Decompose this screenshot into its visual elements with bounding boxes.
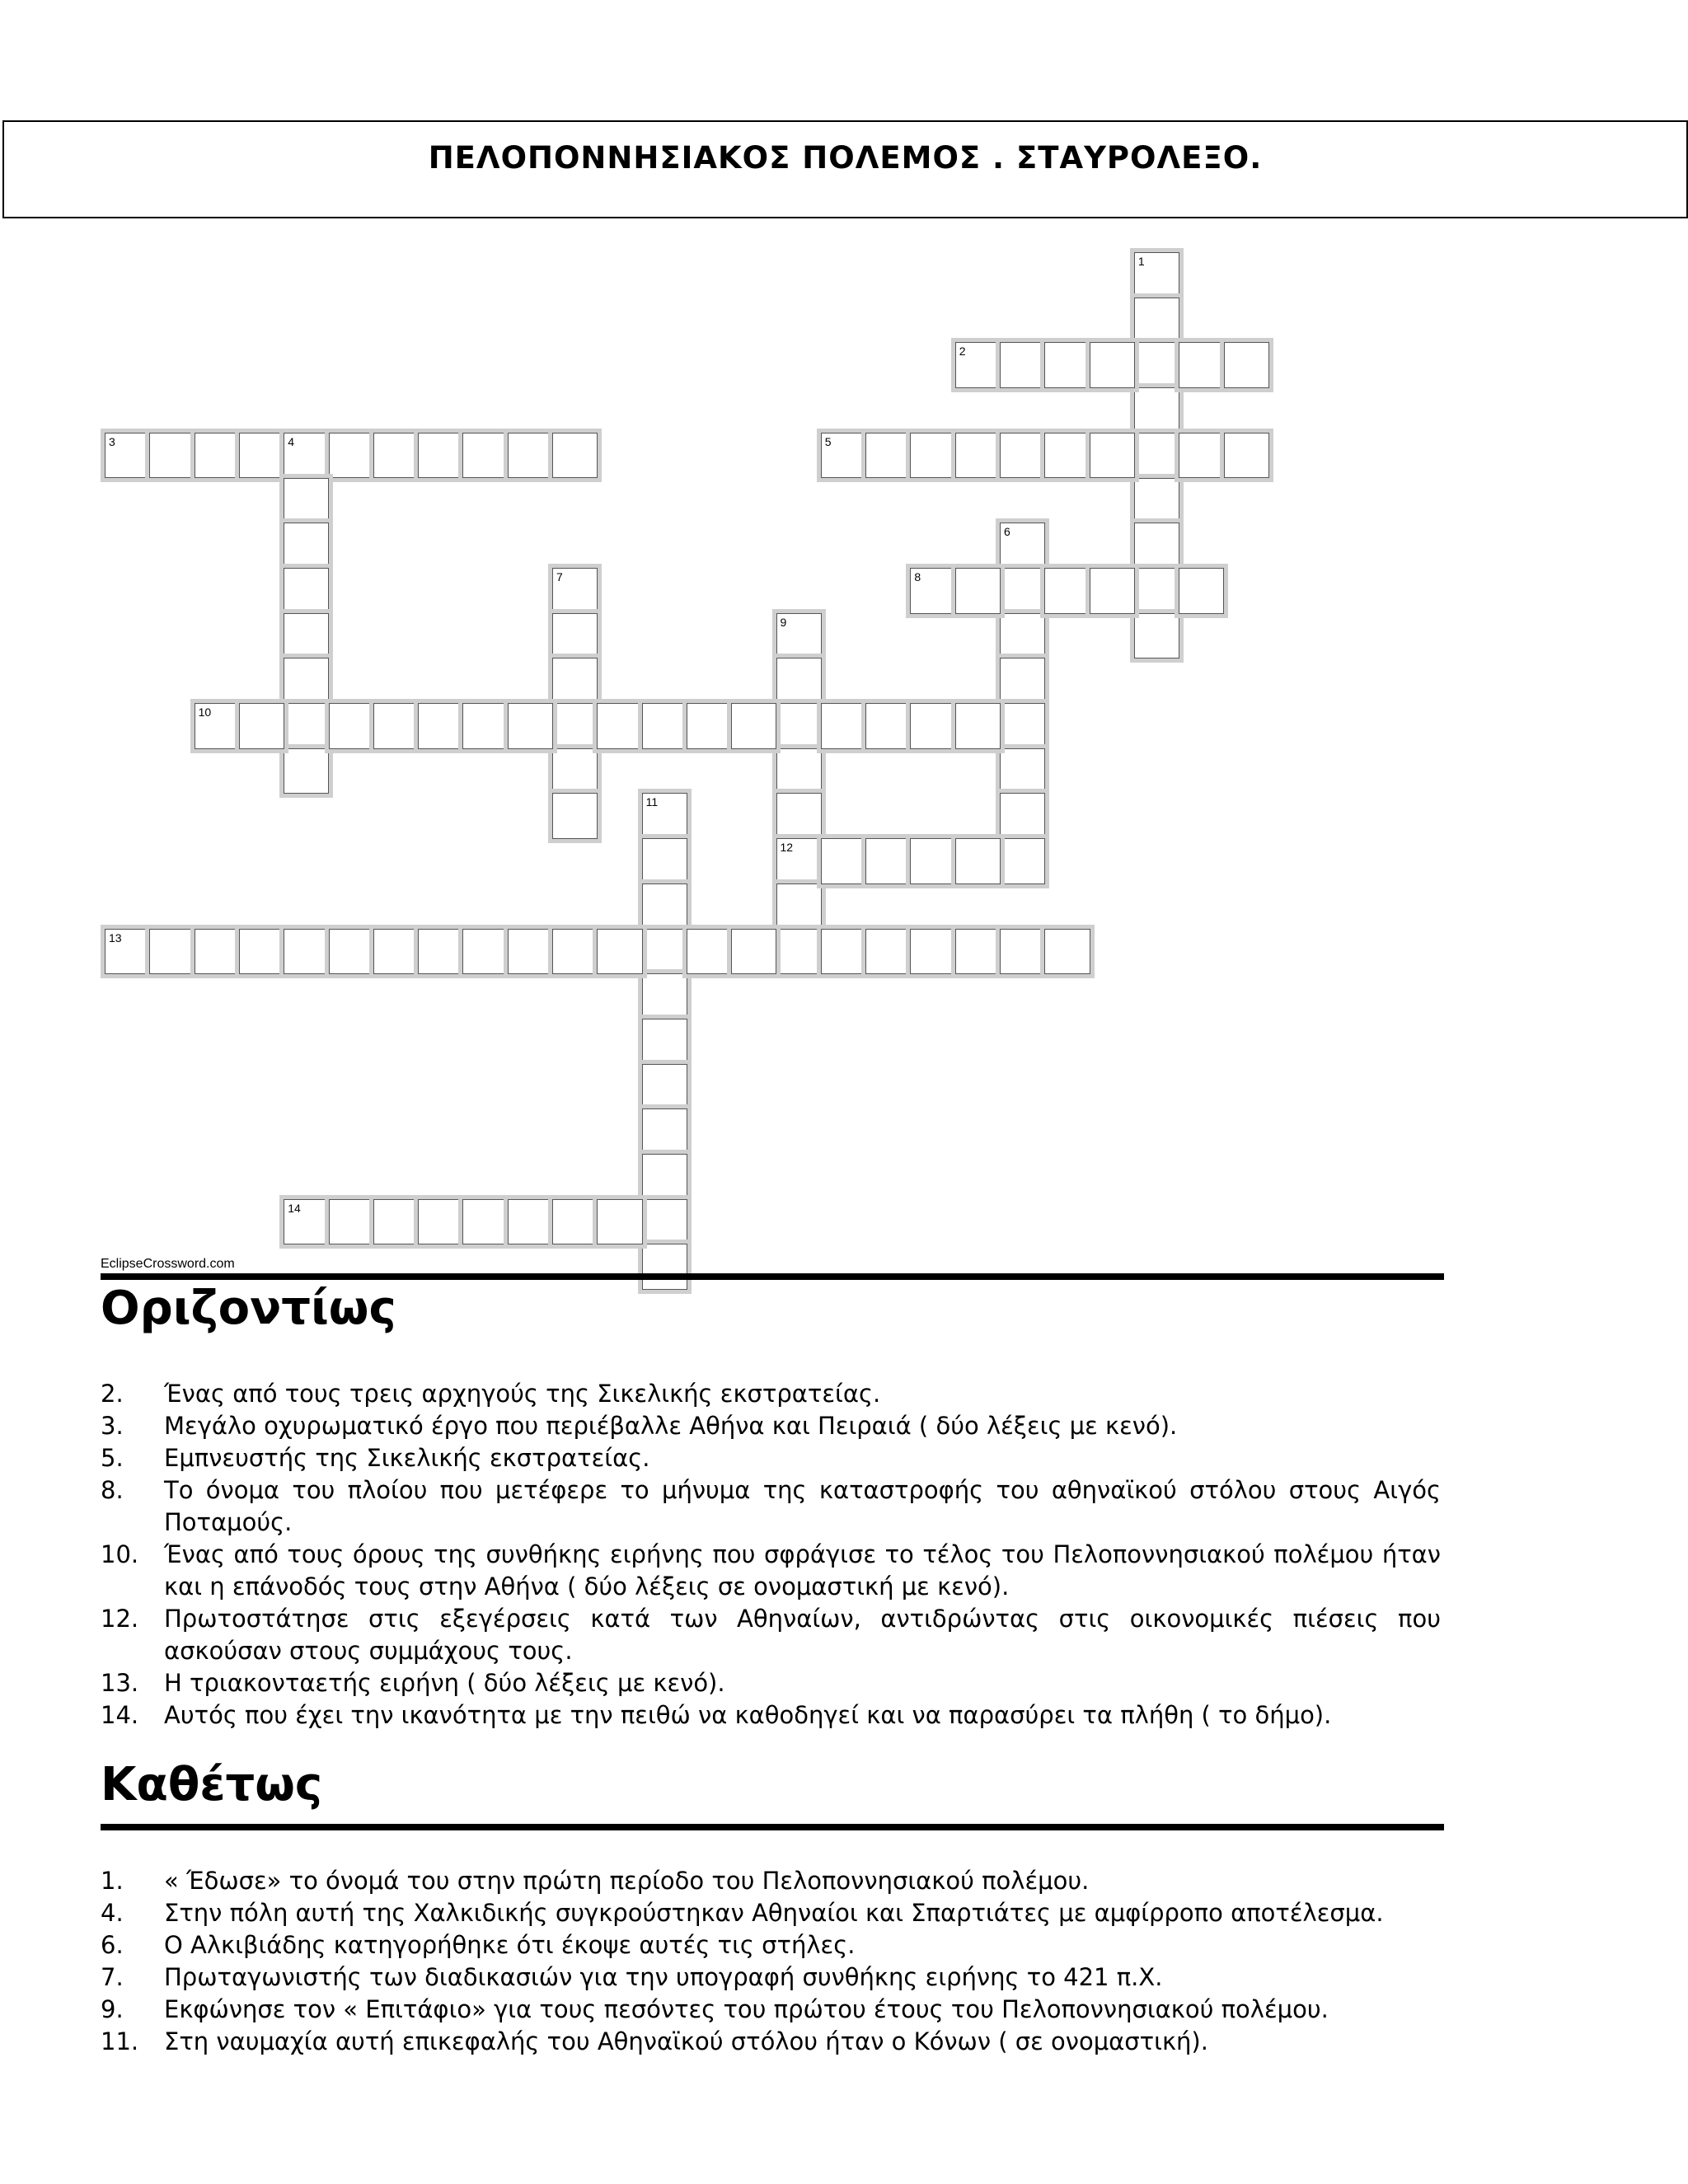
crossword-cell[interactable]: [1000, 342, 1045, 388]
crossword-cell[interactable]: [1000, 658, 1045, 704]
crossword-cell[interactable]: [329, 1199, 374, 1245]
crossword-cell[interactable]: [284, 658, 329, 704]
crossword-cell[interactable]: [642, 793, 687, 839]
crossword-cell[interactable]: [552, 568, 598, 614]
crossword-cell[interactable]: [1044, 433, 1090, 479]
crossword-cell[interactable]: [552, 748, 598, 794]
clue-number-label: 3: [109, 434, 115, 448]
clue-text: Η τριακονταετής ειρήνη ( δύο λέξεις με κενό).: [164, 1669, 725, 1697]
crossword-cell[interactable]: [329, 929, 374, 975]
clue-text: Ένας από τους όρους της συνθήκης ειρήνης που σφράγισε το τέλος του Πελοποννησιακού πολέμου ήταν και η επάνοδός τους στην Αθήνα ( δύο λέξεις σε ονομαστική με κενό).: [164, 1540, 1441, 1601]
crossword-cell[interactable]: [687, 703, 732, 749]
crossword-cell[interactable]: [865, 929, 911, 975]
clue-number-label: 12: [780, 841, 794, 855]
crossword-cell[interactable]: [1134, 252, 1179, 298]
clue-number-label: 2: [959, 344, 966, 359]
crossword-cell[interactable]: [1000, 613, 1045, 659]
crossword-cell[interactable]: [239, 433, 284, 479]
crossword-cell[interactable]: [552, 658, 598, 704]
crossword-cell[interactable]: [642, 929, 687, 975]
crossword-cell[interactable]: [821, 703, 866, 749]
clue-number: 13.: [101, 1669, 139, 1697]
crossword-cell[interactable]: [642, 703, 687, 749]
crossword-cell[interactable]: [687, 929, 732, 975]
crossword-cell[interactable]: [284, 478, 329, 524]
across-heading: Οριζοντίως: [101, 1282, 396, 1335]
clue-number: 3.: [101, 1412, 124, 1440]
crossword-cell[interactable]: [373, 703, 419, 749]
crossword-cell[interactable]: [776, 793, 822, 839]
crossword-cell[interactable]: [462, 703, 508, 749]
crossword-cell[interactable]: [373, 1199, 419, 1245]
crossword-cell[interactable]: [955, 433, 1001, 479]
crossword-cell[interactable]: [105, 929, 150, 975]
clue-number-label: 1: [1137, 255, 1145, 268]
clue-text: Το όνομα του πλοίου που μετέφερε το μήνυμα της καταστροφής του αθηναϊκού στόλου στους Αιγός Ποταμούς.: [164, 1476, 1441, 1536]
clue-number: 7.: [101, 1963, 124, 1991]
crossword-cell[interactable]: [418, 929, 463, 975]
crossword-cell[interactable]: [821, 433, 866, 479]
crossword-cell[interactable]: [910, 929, 955, 975]
crossword-cell[interactable]: [1000, 433, 1045, 479]
clue-number: 14.: [101, 1701, 139, 1729]
clue-text: Εμπνευστής της Σικελικής εκστρατείας.: [164, 1444, 650, 1472]
clue-number-label: 6: [1004, 525, 1010, 539]
crossword-cell[interactable]: [1224, 433, 1269, 479]
crossword-cell[interactable]: [1000, 838, 1045, 884]
clue-text: Εκφώνησε τον « Επιτάφιο» για τους πεσόντες του πρώτου έτους του Πελοποννησιακού πολέμου.: [164, 1995, 1329, 2023]
crossword-cell[interactable]: [284, 523, 329, 569]
crossword-cell[interactable]: [955, 703, 1001, 749]
clue-number-label: 14: [288, 1201, 301, 1215]
clue-number: 4.: [101, 1899, 124, 1927]
crossword-cell[interactable]: [508, 703, 553, 749]
crossword-cell[interactable]: [373, 433, 419, 479]
clue-text: Μεγάλο οχυρωματικό έργο που περιέβαλλε Αθήνα και Πειραιά ( δύο λέξεις με κενό).: [164, 1412, 1178, 1440]
crossword-cell[interactable]: [195, 929, 240, 975]
crossword-cell[interactable]: [776, 883, 822, 930]
clue-number: 12.: [101, 1605, 139, 1633]
crossword-cell[interactable]: [239, 703, 284, 749]
across-clue: [101, 1603, 1441, 1667]
crossword-cell[interactable]: [1044, 342, 1090, 388]
crossword-cell[interactable]: [149, 929, 195, 975]
across-clue: [101, 1378, 1441, 1410]
crossword-cell[interactable]: [910, 568, 955, 614]
crossword-cell[interactable]: [955, 929, 1001, 975]
crossword-cell[interactable]: [552, 703, 598, 749]
crossword-cell[interactable]: [1134, 478, 1179, 524]
crossword-cell[interactable]: [865, 433, 911, 479]
crossword-cell[interactable]: [865, 838, 911, 884]
clue-text: Στη ναυμαχία αυτή επικεφαλής του Αθηναϊκού στόλου ήταν ο Κόνων ( σε ονομαστική).: [164, 2027, 1208, 2055]
crossword-cell[interactable]: [776, 929, 822, 975]
crossword-cell[interactable]: [1179, 433, 1224, 479]
across-clue: [101, 1667, 1441, 1699]
crossword-cell[interactable]: [776, 748, 822, 794]
crossword-cell[interactable]: [418, 1199, 463, 1245]
clue-number: 5.: [101, 1444, 124, 1472]
clue-text: Πρωταγωνιστής των διαδικασιών για την υπογραφή συνθήκης ειρήνης το 421 π.Χ.: [164, 1963, 1163, 1991]
crossword-cell[interactable]: [284, 748, 329, 794]
clue-number-label: 5: [824, 434, 832, 448]
crossword-cell[interactable]: [1090, 342, 1135, 388]
crossword-cell[interactable]: [284, 613, 329, 659]
crossword-cell[interactable]: [1134, 613, 1179, 659]
clue-number: 10.: [101, 1540, 139, 1568]
crossword-cell[interactable]: [462, 929, 508, 975]
clue-number-label: 13: [109, 930, 122, 944]
crossword-cell[interactable]: [284, 1199, 329, 1245]
crossword-cell[interactable]: [1134, 568, 1179, 614]
crossword-cell[interactable]: [508, 1199, 553, 1245]
crossword-cell[interactable]: [239, 929, 284, 975]
crossword-cell[interactable]: [284, 568, 329, 614]
down-clue: [101, 2026, 1441, 2058]
crossword-cell[interactable]: [1000, 793, 1045, 839]
clue-number: 11.: [101, 2027, 139, 2055]
clue-number: 2.: [101, 1380, 124, 1408]
clue-text: Αυτός που έχει την ικανότητα με την πειθώ να καθοδηγεί και να παρασύρει τα πλήθη ( το δήμο).: [164, 1701, 1332, 1729]
clue-number-label: 11: [645, 795, 659, 809]
clue-number: 8.: [101, 1476, 124, 1504]
clue-number-label: 9: [780, 615, 787, 629]
crossword-cell[interactable]: [642, 973, 687, 1019]
crossword-cell[interactable]: [1090, 433, 1135, 479]
crossword-cell[interactable]: [149, 433, 195, 479]
clue-number: 6.: [101, 1931, 124, 1959]
clue-number: 9.: [101, 1995, 124, 2023]
across-clue: [101, 1410, 1441, 1442]
down-clue: [101, 1897, 1441, 1929]
clue-number-label: 7: [556, 569, 563, 583]
crossword-cell[interactable]: [776, 658, 822, 704]
down-clue-list: [101, 1865, 1441, 2058]
clue-text: Πρωτοστάτησε στις εξεγέρσεις κατά των Αθηναίων, αντιδρώντας στις οικονομικές πιέσεις που ασκούσαν στους συμμάχους τους.: [164, 1605, 1441, 1665]
credit-text: EclipseCrossword.com: [101, 1257, 235, 1271]
crossword-cell[interactable]: [373, 929, 419, 975]
crossword-cell[interactable]: [776, 613, 822, 659]
across-clue-list: [101, 1378, 1441, 1732]
crossword-cell[interactable]: [731, 929, 776, 975]
across-clue: [101, 1474, 1441, 1539]
crossword-cell[interactable]: [1179, 342, 1224, 388]
crossword-cell[interactable]: [1044, 568, 1090, 614]
crossword-cell[interactable]: [1134, 433, 1179, 479]
clue-number-label: 10: [198, 705, 212, 719]
page-title: ΠΕΛΟΠΟΝΝΗΣΙΑΚΟΣ ΠΟΛΕΜΟΣ . ΣΤΑΥΡΟΛΕΞΟ.: [428, 140, 1263, 176]
across-top-rule: [101, 1273, 1444, 1280]
crossword-cell[interactable]: [910, 703, 955, 749]
crossword-cell[interactable]: [1179, 568, 1224, 614]
crossword-cell[interactable]: [597, 1199, 642, 1245]
crossword-cell[interactable]: [552, 613, 598, 659]
crossword-cell[interactable]: [1000, 703, 1045, 749]
crossword-cell[interactable]: [642, 883, 687, 930]
crossword-cell[interactable]: [508, 433, 553, 479]
crossword-cell[interactable]: [105, 433, 150, 479]
crossword-cell[interactable]: [910, 838, 955, 884]
crossword-cell[interactable]: [1000, 523, 1045, 569]
down-clue: [101, 1929, 1441, 1961]
crossword-cell[interactable]: [1224, 342, 1269, 388]
crossword-cell[interactable]: [1134, 342, 1179, 388]
clue-text: Ένας από τους τρεις αρχηγούς της Σικελικής εκστρατείας.: [164, 1380, 881, 1408]
crossword-cell[interactable]: [1090, 568, 1135, 614]
crossword-cell[interactable]: [1134, 298, 1179, 344]
crossword-cell[interactable]: [1000, 929, 1045, 975]
across-clue: [101, 1442, 1441, 1474]
crossword-cell[interactable]: [776, 703, 822, 749]
across-clue: [101, 1699, 1441, 1732]
crossword-cell[interactable]: [776, 838, 822, 884]
crossword-cell[interactable]: [195, 433, 240, 479]
clue-text: « Έδωσε» το όνομά του στην πρώτη περίοδο του Πελοποννησιακού πολέμου.: [164, 1867, 1090, 1895]
crossword-cell[interactable]: [1000, 748, 1045, 794]
crossword-cell[interactable]: [642, 1154, 687, 1200]
crossword-cell[interactable]: [329, 703, 374, 749]
crossword-cell[interactable]: [552, 793, 598, 839]
crossword-cell[interactable]: [642, 1199, 687, 1245]
crossword-cell[interactable]: [910, 433, 955, 479]
down-heading: Καθέτως: [101, 1758, 323, 1811]
crossword-cell[interactable]: [642, 1019, 687, 1065]
crossword-cell[interactable]: [418, 433, 463, 479]
crossword-cell[interactable]: [1134, 387, 1179, 434]
across-clue: [101, 1539, 1441, 1603]
clue-text: Στην πόλη αυτή της Χαλκιδικής συγκρούστηκαν Αθηναίοι και Σπαρτιάτες με αμφίρροπο αποτέλεσμα.: [164, 1899, 1384, 1927]
crossword-cell[interactable]: [865, 703, 911, 749]
crossword-cell[interactable]: [955, 568, 1001, 614]
down-clue: [101, 1865, 1441, 1897]
crossword-cell[interactable]: [552, 1199, 598, 1245]
crossword-cell[interactable]: [1000, 568, 1045, 614]
crossword-cell[interactable]: [955, 838, 1001, 884]
crossword-cell[interactable]: [552, 929, 598, 975]
clue-number-label: 8: [914, 569, 921, 583]
crossword-cell[interactable]: [195, 703, 240, 749]
crossword-cell[interactable]: [329, 433, 374, 479]
crossword-cell[interactable]: [552, 433, 598, 479]
crossword-cell[interactable]: [284, 929, 329, 975]
crossword-cell[interactable]: [284, 433, 329, 479]
crossword-cell[interactable]: [642, 1108, 687, 1155]
crossword-cell[interactable]: [462, 1199, 508, 1245]
crossword-cell[interactable]: [955, 342, 1001, 388]
crossword-cell[interactable]: [731, 703, 776, 749]
down-clue: [101, 1961, 1441, 1994]
crossword-cell[interactable]: [642, 1244, 687, 1290]
crossword-cell[interactable]: [1134, 523, 1179, 569]
clue-number-label: 4: [288, 434, 294, 448]
crossword-cell[interactable]: [642, 1064, 687, 1110]
clue-text: Ο Αλκιβιάδης κατηγορήθηκε ότι έκοψε αυτές τις στήλες.: [164, 1931, 856, 1959]
crossword-cell[interactable]: [418, 703, 463, 749]
clue-number: 1.: [101, 1867, 124, 1895]
crossword-cell[interactable]: [508, 929, 553, 975]
crossword-cell[interactable]: [284, 703, 329, 749]
crossword-cell[interactable]: [597, 929, 642, 975]
down-top-rule: [101, 1824, 1444, 1830]
crossword-cell[interactable]: [1044, 929, 1090, 975]
crossword-cell[interactable]: [821, 838, 866, 884]
crossword-cell[interactable]: [642, 838, 687, 884]
down-clue: [101, 1994, 1441, 2026]
crossword-cell[interactable]: [597, 703, 642, 749]
crossword-cell[interactable]: [462, 433, 508, 479]
crossword-cell[interactable]: [821, 929, 866, 975]
